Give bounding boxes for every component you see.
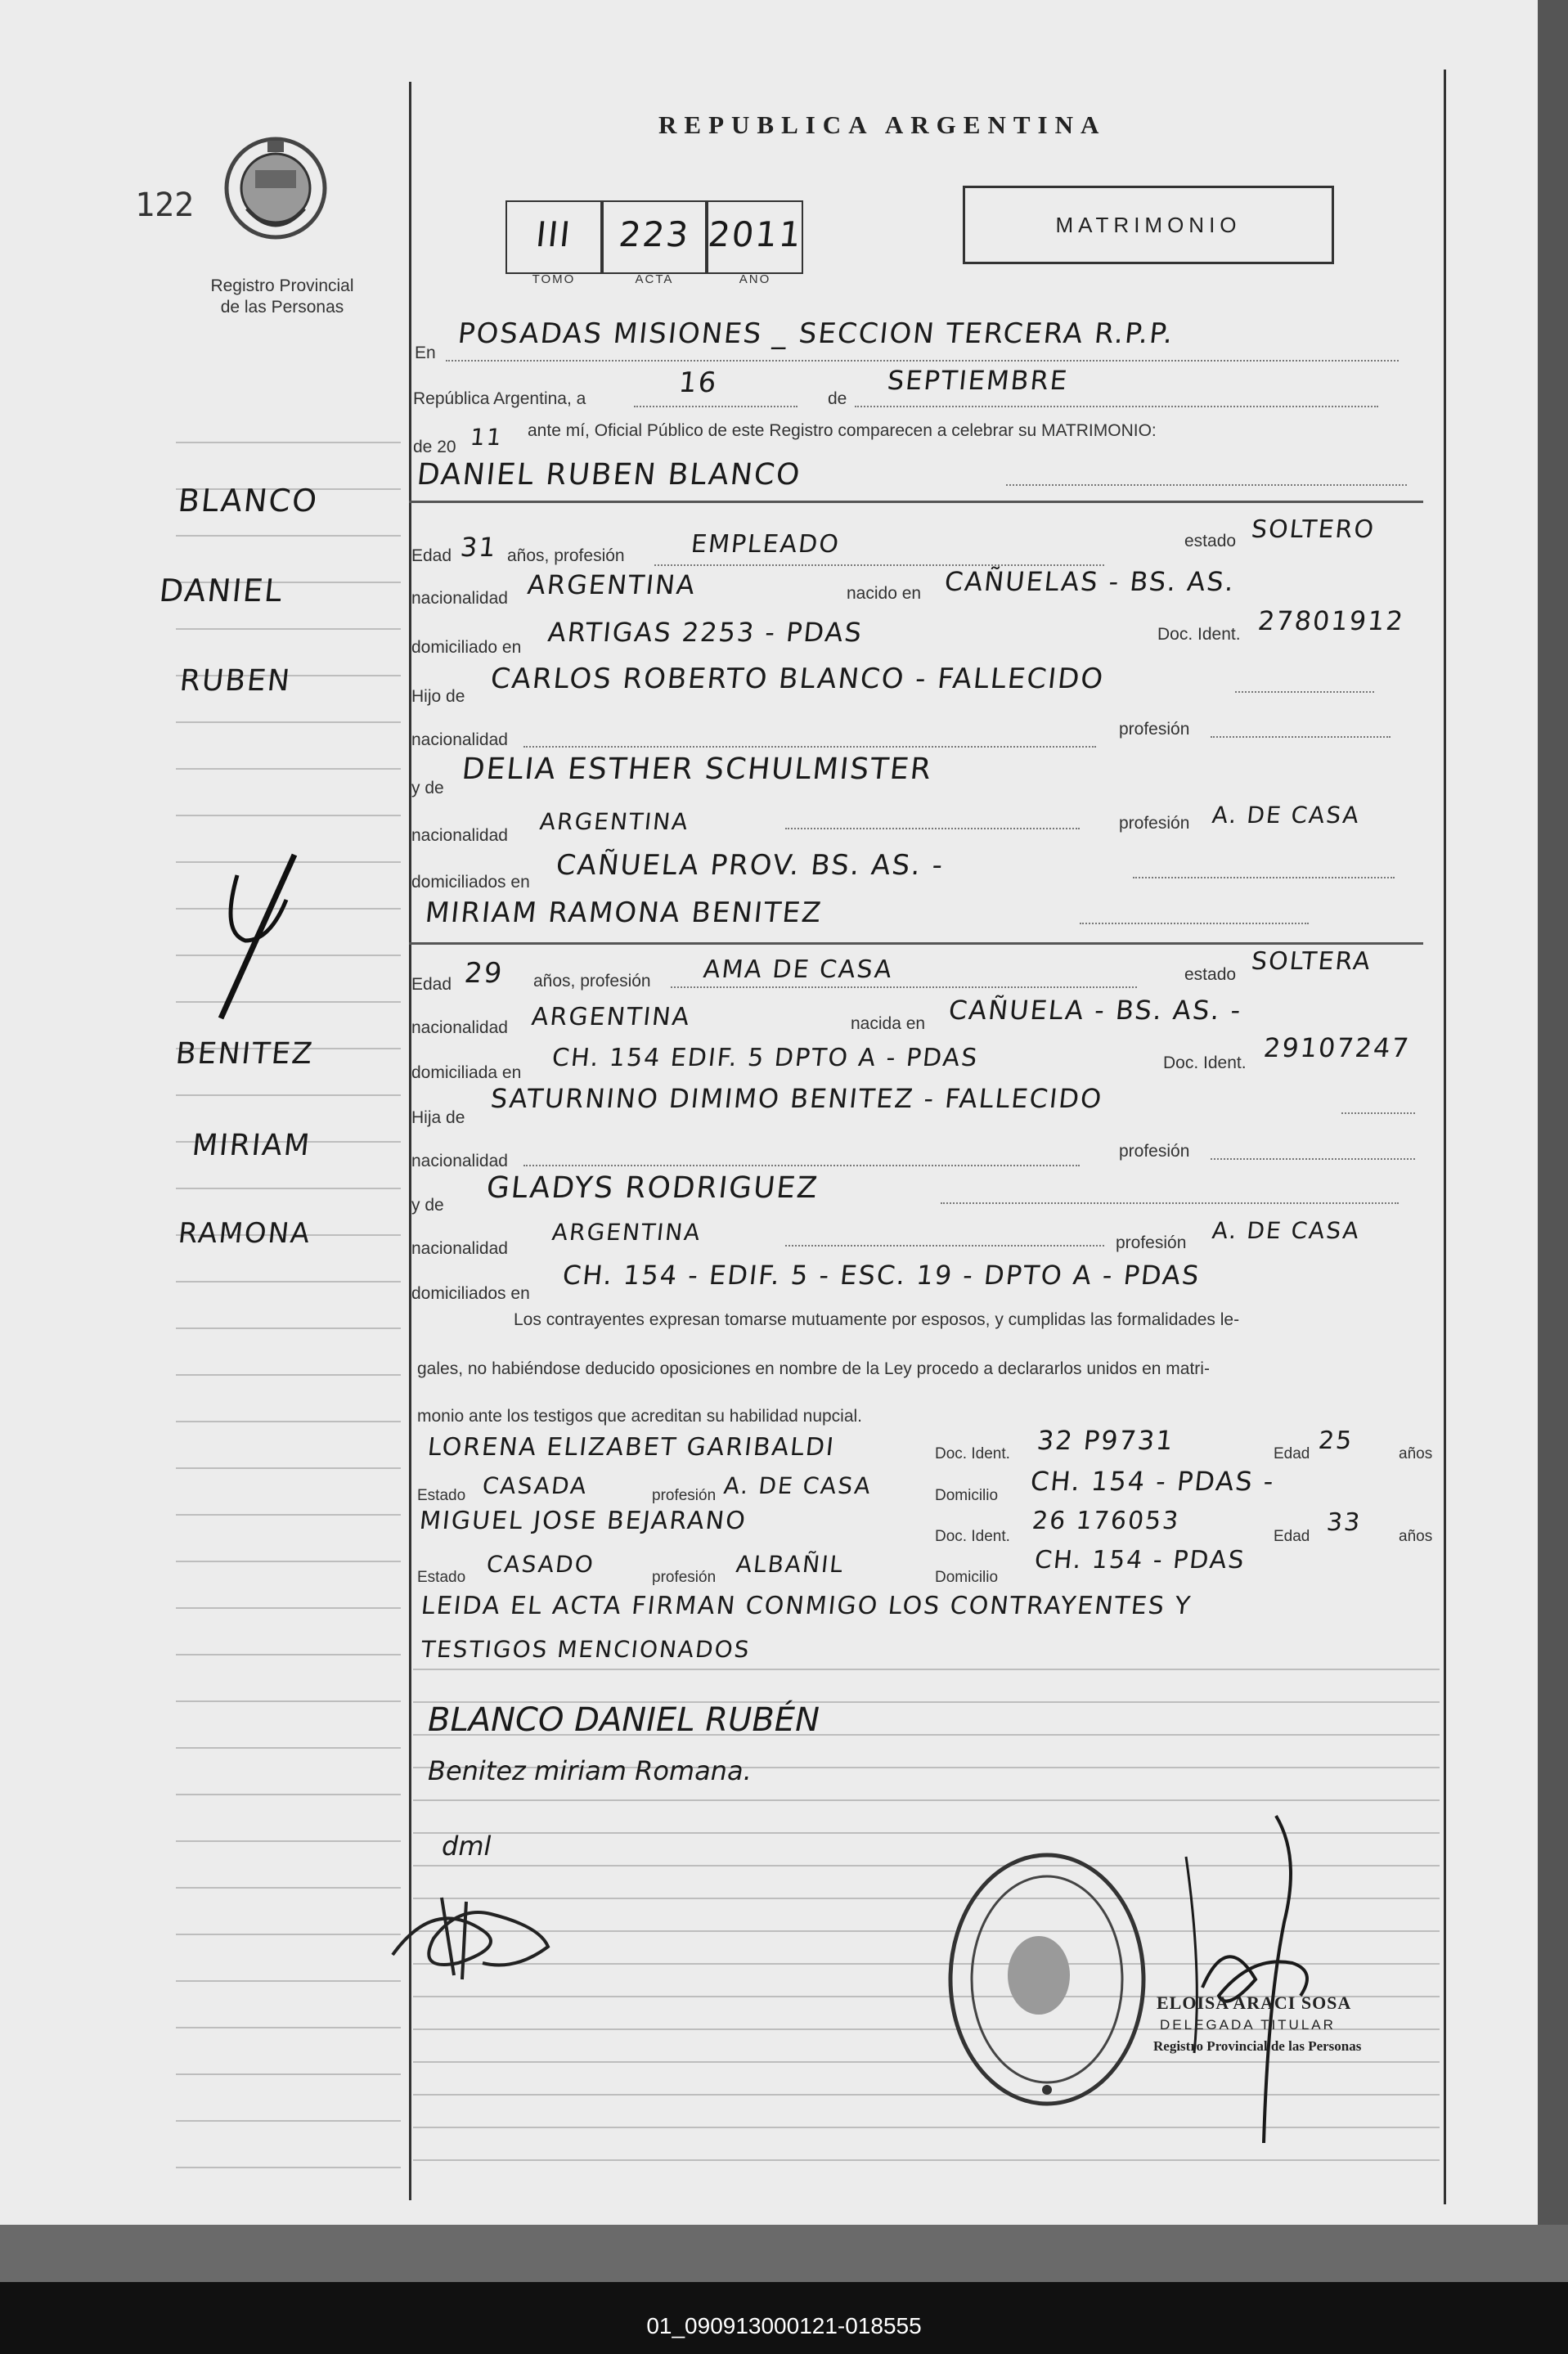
anio-value: 2011 [706,214,805,254]
bride-mother: GLADYS RODRIGUEZ [484,1171,820,1205]
declaration-line3: monio ante los testigos que acreditan su habilidad nupcial. [417,1407,863,1426]
margin-surname-groom: BLANCO [176,483,321,519]
witness1-profession: A. DE CASA [722,1472,874,1499]
page-edge [1538,0,1568,2354]
bride-profession: AMA DE CASA [702,955,895,984]
margin-rule [176,1467,401,1469]
groom-mother: DELIA ESTHER SCHULMISTER [460,752,934,786]
margin-rule [176,721,401,723]
margin-rule [176,1607,401,1609]
witness2-prof-label: profesión [652,1569,717,1586]
body-rule [413,1669,1440,1670]
bride-father-line [1341,1112,1415,1114]
tomo-value: III [533,214,574,254]
bride-anios-label: años, profesión [533,972,651,991]
declaration-line1: Los contrayentes expresan tomarse mutuamente por esposos, y cumplidas las formalidades le- [514,1310,1240,1329]
acta-value: 223 [617,214,692,254]
year-suffix: 11 [469,424,505,451]
margin-rule [176,1094,401,1096]
closing-line2: TESTIGOS MENCIONADOS [420,1636,753,1663]
official-signature [1178,1808,1366,2151]
de20-label: de 20 [413,438,456,456]
margin-rule [176,1794,401,1795]
bride-yde-label: y de [411,1196,444,1215]
intro-text: ante mí, Oficial Público de este Registro comparecen a celebrar su MATRIMONIO: [528,421,1157,440]
bride-address: CH. 154 EDIF. 5 DPTO A - PDAS [550,1044,981,1072]
groom-estado: SOLTERO [1250,515,1377,544]
registry-line2: de las Personas [220,298,344,317]
witness1-edad-label: Edad [1274,1445,1310,1462]
groom-father-prof-label: profesión [1119,720,1190,739]
groom-birthplace: CAÑUELAS - BS. AS. [943,566,1237,597]
margin-rule [176,628,401,630]
bride-estado-label: estado [1184,965,1237,984]
margin-rule [176,1514,401,1516]
page-number: 122 [135,186,195,224]
bride-father-prof-label: profesión [1119,1142,1190,1161]
witness2-dom-label: Domicilio [935,1569,999,1586]
official-title: DELEGADA TITULAR [1160,2017,1336,2033]
bride-mother-prof: A. DE CASA [1211,1217,1362,1244]
margin-rule [176,1840,401,1842]
witness1-doc-label: Doc. Ident. [935,1445,1010,1462]
bride-nac-label: nacionalidad [411,1018,508,1037]
tomo-cell [505,200,602,274]
bride-mother-nat-label: nacionalidad [411,1239,508,1258]
groom-name: DANIEL RUBEN BLANCO [415,458,803,492]
groom-yde-label: y de [411,779,444,797]
witness2-edad-label: Edad [1274,1528,1310,1545]
act-type: MATRIMONIO [1055,213,1242,237]
day-line [634,406,797,407]
margin-given-groom-1: DANIEL [157,573,285,609]
margin-given-bride-2: RAMONA [176,1217,313,1250]
margin-given-groom-2: RUBEN [177,664,293,698]
bride-nacida-label: nacida en [851,1014,926,1033]
witness1-anios-label: años [1399,1445,1433,1462]
margin-surname-bride: BENITEZ [173,1037,316,1071]
bride-father-nat-line [523,1165,1080,1166]
bride-name: MIRIAM RAMONA BENITEZ [423,896,824,929]
groom-mother-prof-label: profesión [1119,814,1190,833]
signature-bride: Benitez miriam Romana. [428,1755,752,1786]
tomo-acta-box [505,200,804,294]
witness1-domicilio: CH. 154 - PDAS - [1029,1466,1277,1497]
margin-rule [176,2073,401,2075]
witness-scribble-signature [384,1881,573,1988]
anio-cell [707,200,803,274]
place-line [446,360,1399,362]
groom-parents-address: CAÑUELA PROV. BS. AS. - [554,849,946,882]
margin-rule [176,1561,401,1562]
witness2-profession: ALBAÑIL [735,1551,846,1578]
witness2-domicilio: CH. 154 - PDAS [1033,1546,1247,1575]
de-label: de [828,389,847,408]
day: 16 [676,366,720,399]
month-line [855,406,1378,407]
republica-label: República Argentina, a [413,389,586,408]
margin-rule [176,1281,401,1283]
witness1-name: LORENA ELIZABET GARIBALDI [426,1433,837,1462]
groom-mother-nat-line [785,828,1080,829]
groom-age: 31 [459,532,499,563]
witness1-prof-label: profesión [652,1487,717,1504]
official-stamp-icon [941,1844,1153,2114]
margin-rule [176,1421,401,1422]
margin-rule [176,1654,401,1655]
bride-dom-label: domiciliada en [411,1063,522,1082]
witness1-estado: CASADA [481,1472,590,1499]
right-border [1444,70,1446,2204]
margin-rule [176,1700,401,1702]
groom-father-line [1235,691,1374,693]
margin-rule [176,1188,401,1189]
witness1-age: 25 [1317,1426,1355,1455]
act-type-box [963,186,1334,264]
margin-rule [176,1747,401,1749]
groom-profession: EMPLEADO [690,530,842,559]
registry-line1: Registro Provincial [210,276,354,295]
acta-label: ACTA [635,272,674,286]
place: POSADAS MISIONES _ SECCION TERCERA R.P.P. [456,317,1176,350]
bride-doc-label: Doc. Ident. [1163,1053,1247,1072]
groom-father-nat-label: nacionalidad [411,730,508,749]
bride-hija-label: Hija de [411,1108,465,1127]
margin-and-symbol [204,851,311,1022]
groom-name-line [1006,484,1407,486]
witness2-doc: 26 176053 [1031,1507,1182,1535]
groom-mother-prof: A. DE CASA [1211,802,1362,829]
witness1-dom-label: Domicilio [935,1487,999,1504]
bride-parents-address: CH. 154 - EDIF. 5 - ESC. 19 - DPTO A - PDAS [561,1260,1202,1291]
groom-father-nat-line [523,746,1096,748]
witness2-name: MIGUEL JOSE BEJARANO [418,1507,748,1535]
groom-anios-label: años, profesión [507,546,625,565]
acta-cell [602,200,707,274]
provincial-seal-icon [214,131,337,254]
signature-groom: BLANCO DANIEL RUBÉN [428,1701,820,1739]
official-office: Registro Provincial de las Personas [1153,2038,1362,2054]
tomo-label: TOMO [532,272,576,286]
body-rule [413,2159,1440,2161]
margin-rule [176,535,401,537]
en-label: En [415,344,436,362]
groom-edad-label: Edad [411,546,452,565]
bride-profession-line [671,986,1137,988]
witness1-estado-label: Estado [417,1487,466,1504]
bride-doc: 29107247 [1262,1032,1412,1063]
margin-rule [176,1934,401,1935]
groom-nationality: ARGENTINA [526,569,698,600]
bride-edad-label: Edad [411,975,452,994]
witness1-doc: 32 P9731 [1036,1425,1176,1456]
bride-mother-prof-label: profesión [1116,1233,1187,1252]
bride-father-nat-label: nacionalidad [411,1152,508,1170]
bride-section-divider [409,942,1423,945]
witness2-anios-label: años [1399,1528,1433,1545]
groom-estado-label: estado [1184,532,1237,550]
groom-doc: 27801912 [1256,605,1406,636]
groom-dom-label: domiciliado en [411,638,522,657]
margin-rule [176,1887,401,1889]
margin-rule [176,1374,401,1376]
groom-address: ARTIGAS 2253 - PDAS [546,617,865,648]
groom-nac-label: nacionalidad [411,589,508,608]
bride-age: 29 [462,957,505,990]
groom-father-prof-line [1211,736,1391,738]
bride-mother-line [941,1202,1399,1204]
bride-mother-nat-line [785,1245,1104,1247]
margin-rule [176,442,401,443]
witness-initials: dml [442,1831,492,1862]
scan-id: 01_090913000121-018555 [646,2313,922,2338]
groom-mother-nat: ARGENTINA [538,808,691,835]
margin-given-bride-1: MIRIAM [190,1129,313,1162]
groom-doc-label: Doc. Ident. [1157,625,1241,644]
witness2-doc-label: Doc. Ident. [935,1528,1010,1545]
month: SEPTIEMBRE [886,365,1071,396]
declaration-line2: gales, no habiéndose deducido oposiciones en nombre de la Ley procedo a declararlos unidos en matri- [417,1359,1210,1378]
bride-father: SATURNINO DIMIMO BENITEZ - FALLECIDO [489,1083,1105,1114]
groom-parents-line [1133,877,1395,878]
groom-father: CARLOS ROBERTO BLANCO - FALLECIDO [488,663,1107,695]
groom-dom2-label: domiciliados en [411,873,530,892]
groom-hijo-label: Hijo de [411,687,465,706]
bride-birthplace: CAÑUELA - BS. AS. - [947,995,1244,1026]
anio-label: AÑO [739,272,771,286]
closing-line1: LEIDA EL ACTA FIRMAN CONMIGO LOS CONTRAYENTES Y [420,1592,1193,1620]
bride-nationality: ARGENTINA [530,1003,692,1031]
witness2-age: 33 [1325,1508,1364,1537]
groom-nacido-label: nacido en [847,584,922,603]
bride-dom2-label: domiciliados en [411,1284,530,1303]
country-title: REPUBLICA ARGENTINA [658,110,1107,139]
official-name: ELOISA ARACI SOSA [1157,1992,1352,2013]
bride-estado: SOLTERA [1250,947,1373,976]
witness2-estado-label: Estado [417,1569,466,1586]
groom-mother-nat-label: nacionalidad [411,826,508,845]
bride-name-line [1080,923,1309,924]
margin-rule [176,2120,401,2122]
margin-rule [176,2027,401,2028]
bride-father-prof-line [1211,1158,1415,1160]
margin-rule [176,1980,401,1982]
margin-rule [176,768,401,770]
margin-rule [176,1327,401,1329]
body-rule [413,1799,1440,1801]
witness2-estado: CASADO [485,1551,596,1578]
margin-rule [176,2167,401,2168]
groom-name-underline [409,501,1423,503]
bride-mother-nat: ARGENTINA [550,1219,703,1246]
margin-rule [176,815,401,816]
